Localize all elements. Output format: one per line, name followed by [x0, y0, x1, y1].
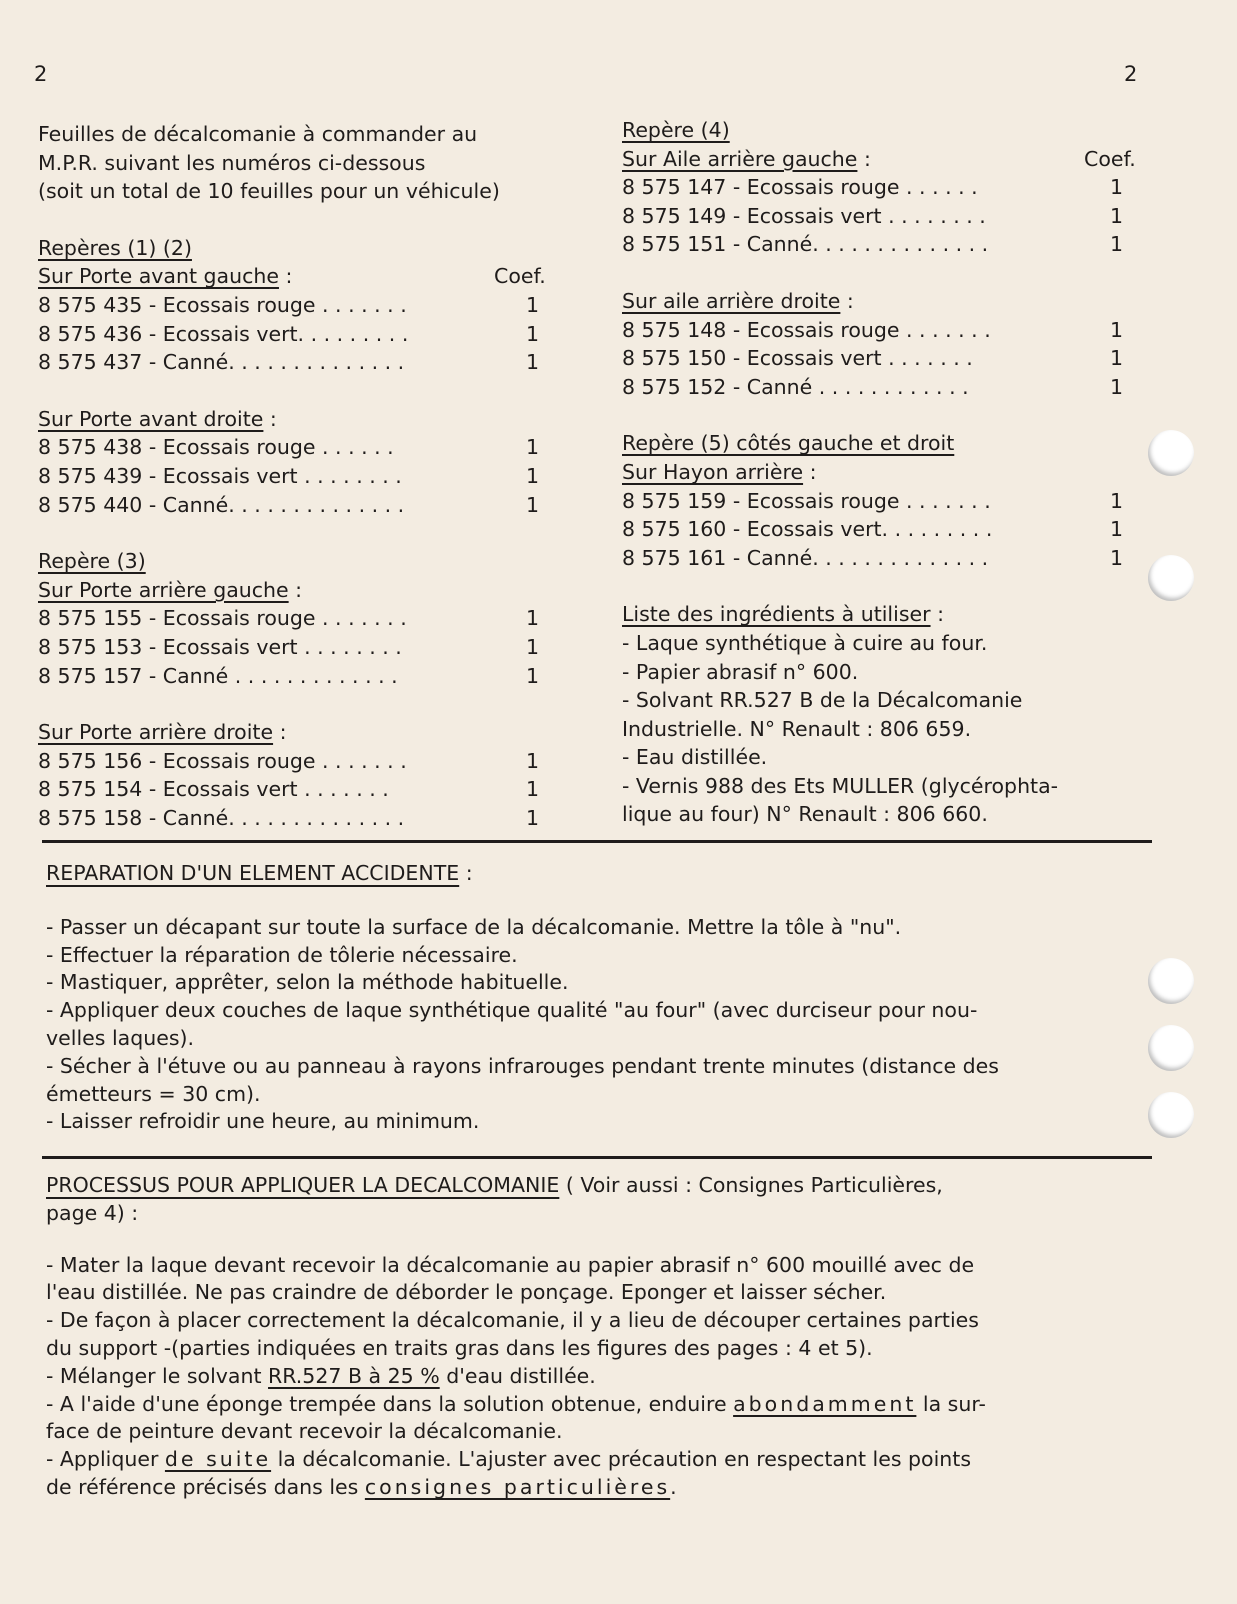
- ingredient-line: - Solvant RR.527 B de la Décalcomanie: [622, 688, 1023, 713]
- punch-hole: [1148, 1092, 1194, 1138]
- list-item: [38, 462, 593, 491]
- list-item: [38, 662, 593, 691]
- list-item: [622, 515, 1152, 544]
- text-run: - A l'aide d'une éponge trempée dans la solution obtenue, enduire: [46, 1391, 734, 1416]
- text-run: la décalcomanie. L'ajuster avec précaution en respectant les points: [271, 1447, 972, 1472]
- item-qty: 1: [526, 292, 540, 317]
- list-item: [38, 604, 593, 633]
- reparation-line: - Laisser refroidir une heure, au minimum.: [46, 1109, 480, 1134]
- list-item: [38, 491, 593, 520]
- item-code: 8 575 151 - Canné. . . . . . . . . . . . . .: [622, 232, 989, 257]
- processus-line: l'eau distillée. Ne pas craindre de déborder le ponçage. Eponger et laisser sécher.: [46, 1280, 887, 1305]
- punch-hole: [1148, 430, 1194, 476]
- list-item: [622, 344, 1152, 373]
- emphasis-text: de suite: [164, 1447, 272, 1472]
- item-qty: 1: [526, 748, 540, 773]
- group-title-suffix: :: [263, 406, 277, 431]
- item-code: 8 575 439 - Ecossais vert . . . . . . . .: [38, 463, 402, 488]
- coef-header: Coef.: [1084, 146, 1136, 171]
- processus-line: face de peinture devant recevoir la décalcomanie.: [46, 1419, 563, 1444]
- list-item: [38, 747, 593, 776]
- item-code: 8 575 158 - Canné. . . . . . . . . . . . . .: [38, 805, 405, 830]
- item-qty: 1: [526, 805, 540, 830]
- ingredient-line: Industrielle. N° Renault : 806 659.: [622, 716, 972, 741]
- group-repere: Repères (1) (2): [38, 235, 192, 260]
- item-code: 8 575 154 - Ecossais vert . . . . . . .: [38, 777, 389, 802]
- item-qty: 1: [526, 634, 540, 659]
- processus-line: [46, 1474, 1146, 1502]
- text-run: la sur-: [916, 1391, 986, 1416]
- group-title-suffix: :: [278, 264, 293, 289]
- reparation-line: velles laques).: [46, 1025, 195, 1050]
- ingredient-line: lique au four) N° Renault : 806 660.: [622, 802, 988, 827]
- item-code: 8 575 436 - Ecossais vert. . . . . . . . .: [38, 321, 409, 346]
- item-qty: 1: [526, 435, 540, 460]
- reparation-section: [46, 860, 1146, 1136]
- divider: [42, 1156, 1152, 1159]
- item-code: 8 575 161 - Canné. . . . . . . . . . . . . .: [622, 545, 989, 570]
- emphasis-text: abondamment: [733, 1391, 917, 1416]
- group-repere: Repère (4): [622, 118, 730, 142]
- ingredient-line: - Vernis 988 des Ets MULLER (glycérophta-: [622, 773, 1059, 798]
- text-run: d'eau distillée.: [439, 1363, 596, 1388]
- item-qty: 1: [526, 492, 540, 517]
- item-qty: 1: [1110, 203, 1124, 228]
- page-number-left: 2: [34, 62, 48, 86]
- list-item: [622, 373, 1152, 402]
- list-item: [38, 320, 593, 349]
- item-qty: 1: [526, 663, 540, 688]
- item-qty: 1: [526, 777, 540, 802]
- item-qty: 1: [1110, 232, 1124, 257]
- item-code: 8 575 153 - Ecossais vert . . . . . . . .: [38, 634, 402, 659]
- left-column: [38, 120, 593, 832]
- reparation-title: REPARATION D'UN ELEMENT ACCIDENTE: [46, 861, 460, 885]
- list-item: [38, 433, 593, 462]
- processus-line: - Mater la laque devant recevoir la décalcomanie au papier abrasif n° 600 mouillé avec de: [46, 1252, 975, 1277]
- text-run: de référence précisés dans les: [46, 1474, 365, 1499]
- item-qty: 1: [1110, 175, 1124, 200]
- item-qty: 1: [1110, 317, 1124, 342]
- item-code: 8 575 147 - Ecossais rouge . . . . . .: [622, 175, 978, 200]
- item-code: 8 575 159 - Ecossais rouge . . . . . . .: [622, 488, 991, 513]
- item-qty: 1: [526, 321, 540, 346]
- item-qty: 1: [526, 350, 540, 375]
- coef-header: Coef.: [494, 264, 546, 289]
- list-item: [38, 804, 593, 833]
- ingredients-title-suffix: :: [930, 602, 944, 627]
- ingredients-title: Liste des ingrédients à utiliser: [622, 602, 931, 627]
- processus-line: [46, 1446, 1146, 1474]
- item-code: 8 575 438 - Ecossais rouge . . . . . .: [38, 435, 394, 460]
- processus-line: - De façon à placer correctement la décalcomanie, il y a lieu de découper certaines parties: [46, 1308, 979, 1333]
- item-qty: 1: [1110, 374, 1124, 399]
- item-code: 8 575 150 - Ecossais vert . . . . . . .: [622, 346, 973, 371]
- item-code: 8 575 160 - Ecossais vert. . . . . . . . .: [622, 517, 993, 542]
- item-code: 8 575 440 - Canné. . . . . . . . . . . . . .: [38, 492, 405, 517]
- item-qty: 1: [1110, 346, 1124, 371]
- group-title-suffix: :: [803, 459, 817, 484]
- right-column: [622, 116, 1152, 829]
- punch-hole: [1148, 555, 1194, 601]
- processus-title: PROCESSUS POUR APPLIQUER LA DECALCOMANIE: [46, 1173, 560, 1197]
- reparation-line: - Passer un décapant sur toute la surface de la décalcomanie. Mettre la tôle à "nu".: [46, 914, 902, 939]
- punch-hole: [1148, 1025, 1194, 1071]
- intro-line: (soit un total de 10 feuilles pour un véhicule): [38, 179, 500, 204]
- processus-title-rest: ( Voir aussi : Consignes Particulières,: [559, 1173, 943, 1197]
- list-item: [622, 173, 1152, 202]
- item-code: 8 575 437 - Canné. . . . . . . . . . . . . .: [38, 350, 405, 375]
- reparation-title-suffix: :: [459, 861, 473, 885]
- group-title: Sur Hayon arrière: [622, 459, 804, 484]
- group-title: Sur Porte avant gauche: [38, 264, 279, 289]
- list-item: [622, 544, 1152, 573]
- item-code: 8 575 156 - Ecossais rouge . . . . . . .: [38, 748, 407, 773]
- item-code: 8 575 435 - Ecossais rouge . . . . . . .: [38, 292, 407, 317]
- emphasis-text: consignes particulières: [364, 1474, 671, 1499]
- list-item: [622, 202, 1152, 231]
- group-title-suffix: :: [288, 577, 303, 602]
- group-repere: Repère (5) côtés gauche et droit: [622, 431, 955, 456]
- text-run: - Mélanger le solvant: [46, 1363, 269, 1388]
- item-qty: 1: [526, 606, 540, 631]
- processus-line: du support -(parties indiquées en traits gras dans les figures des pages : 4 et 5).: [46, 1335, 873, 1360]
- reparation-line: - Effectuer la réparation de tôlerie nécessaire.: [46, 942, 518, 967]
- item-code: 8 575 155 - Ecossais rouge . . . . . . .: [38, 606, 407, 631]
- reparation-line: émetteurs = 30 cm).: [46, 1081, 261, 1106]
- processus-line: [46, 1391, 1146, 1419]
- item-qty: 1: [1110, 488, 1124, 513]
- ingredient-line: - Eau distillée.: [622, 745, 768, 770]
- text-run: .: [670, 1474, 677, 1499]
- item-code: 8 575 157 - Canné . . . . . . . . . . . . .: [38, 663, 398, 688]
- processus-line: [46, 1363, 1146, 1391]
- punch-hole: [1148, 958, 1194, 1004]
- item-qty: 1: [1110, 517, 1124, 542]
- reparation-line: - Mastiquer, apprêter, selon la méthode habituelle.: [46, 970, 569, 995]
- intro-line: Feuilles de décalcomanie à commander au: [38, 122, 478, 146]
- list-item: [622, 230, 1152, 259]
- page-number-right: 2: [1124, 62, 1138, 86]
- processus-section: [46, 1172, 1146, 1502]
- reparation-line: - Sécher à l'étuve ou au panneau à rayons infrarouges pendant trente minutes (distance des: [46, 1053, 999, 1078]
- item-qty: 1: [1110, 545, 1124, 570]
- group-title-suffix: :: [273, 720, 287, 745]
- group-repere: Repère (3): [38, 549, 146, 574]
- list-item: [622, 487, 1152, 516]
- group-title-suffix: :: [857, 146, 871, 171]
- intro-line: M.P.R. suivant les numéros ci-dessous: [38, 150, 426, 175]
- item-qty: 1: [526, 463, 540, 488]
- reparation-line: - Appliquer deux couches de laque synthétique qualité "au four" (avec durciseur pour nou-: [46, 998, 978, 1023]
- list-item: [38, 775, 593, 804]
- list-item: [622, 316, 1152, 345]
- group-title: Sur Porte arrière droite: [38, 720, 274, 745]
- group-title-suffix: :: [840, 288, 854, 313]
- item-code: 8 575 152 - Canné . . . . . . . . . . . .: [622, 374, 969, 399]
- list-item: [38, 348, 593, 377]
- group-title: Sur Porte arrière gauche: [38, 577, 289, 602]
- ingredient-line: - Papier abrasif n° 600.: [622, 659, 859, 684]
- processus-title-line2: page 4) :: [46, 1200, 139, 1225]
- list-item: [38, 633, 593, 662]
- group-title: Sur aile arrière droite: [622, 288, 841, 313]
- group-title: Sur Porte avant droite: [38, 406, 264, 431]
- item-code: 8 575 149 - Ecossais vert . . . . . . . .: [622, 203, 986, 228]
- item-code: 8 575 148 - Ecossais rouge . . . . . . .: [622, 317, 991, 342]
- list-item: [38, 291, 593, 320]
- text-run: - Appliquer: [46, 1447, 165, 1472]
- divider: [42, 840, 1152, 843]
- emphasis-text: RR.527 B à 25 %: [268, 1363, 440, 1388]
- group-title: Sur Aile arrière gauche: [622, 146, 858, 171]
- ingredient-line: - Laque synthétique à cuire au four.: [622, 630, 988, 655]
